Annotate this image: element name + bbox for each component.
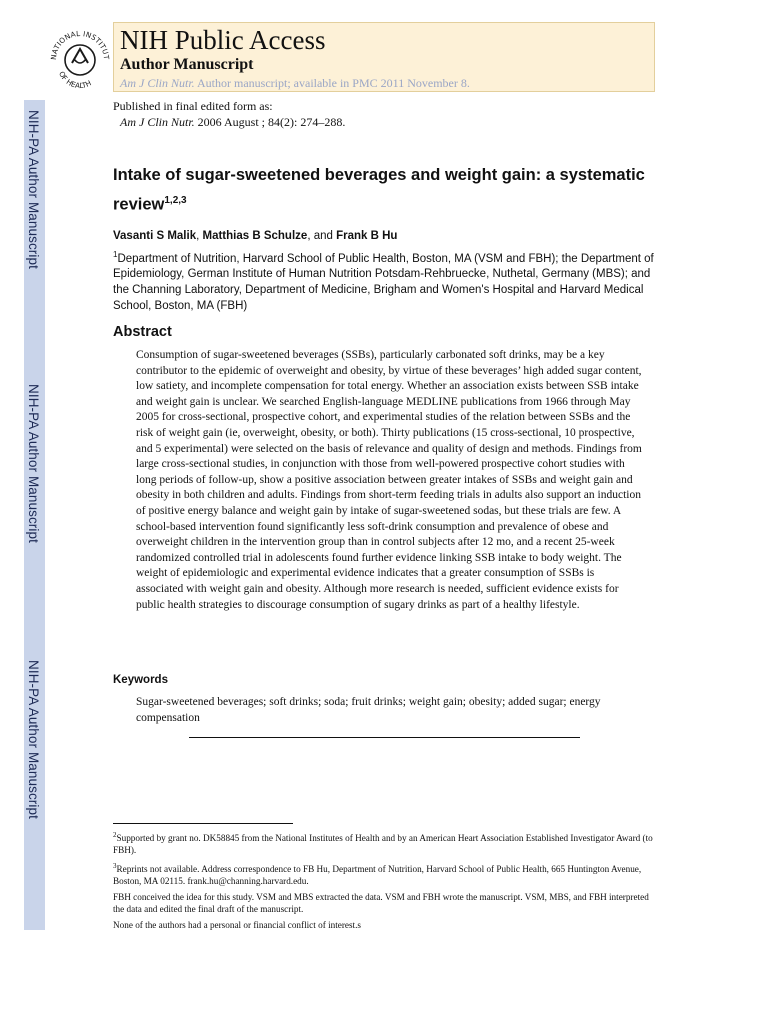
publication-info — [113, 98, 345, 130]
keywords-heading: Keywords — [113, 674, 168, 686]
footnotes — [113, 829, 661, 935]
paper-title: Intake of sugar-sweetened beverages and weight gain: a systematic review$^{1,2,3}$ — [113, 166, 645, 214]
header-box — [113, 22, 655, 92]
header-subtitle: Author Manuscript — [120, 56, 254, 73]
publication-label: Published in final edited form as: — [113, 99, 273, 113]
author-3: Frank B Hu — [336, 230, 398, 242]
svg-text:NATIONAL INSTITUTES: NATIONAL INSTITUT — [48, 28, 112, 61]
affiliation: $^1$Department of Nutrition, Harvard School of Public Health, Boston, MA (VSM and FBH); the Department of Epidemiology, German Institute of Human Nutrition Potsdam-Rehbruecke, Nuthetal, Germany (MBS); and the Channing Laboratory, Department of Medicine, Brigham and Women's Hospital and Harvard Medical School, Boston, MA (FBH) — [113, 250, 654, 312]
header-title: NIH Public Access — [120, 25, 326, 55]
svg-text:OF HEALTH: OF HEALTH — [57, 69, 93, 91]
publication-citation: Am J Clin Nutr. 2006 August ; 84(2): 274–288. — [120, 115, 346, 129]
footnote: None of the authors had a personal or financial conflict of interest.s — [113, 920, 361, 931]
nih-logo-icon — [46, 20, 114, 92]
section-divider — [189, 737, 580, 738]
author-2: Matthias B Schulze — [202, 230, 308, 242]
footnote: FBH conceived the idea for this study. VSM and MBS extracted the data. VSM and FBH wrote the manuscript. VSM, MBS, and FBH interpreted the data and edited the final draft of the manuscript. — [113, 892, 649, 915]
author-1: Vasanti S Malik — [113, 230, 197, 242]
keywords-text: Sugar-sweetened beverages; soft drinks; soda; fruit drinks; weight gain; obesity; added sugar; energy compensation — [136, 696, 601, 724]
footnote: $^2$Supported by grant no. DK58845 from the National Institutes of Health and by an American Heart Association Established Investigator Award (to FBH). — [113, 831, 653, 856]
footnote-divider — [113, 823, 293, 824]
header-journal-line: Am J Clin Nutr. Author manuscript; available in PMC 2011 November 8. — [120, 76, 470, 90]
abstract-heading: Abstract — [113, 324, 172, 340]
abstract-text: Consumption of sugar-sweetened beverages (SSBs), particularly carbonated soft drinks, may be a key contributor to the epidemic of overweight and obesity, by virtue of these beverages’ high added sugar content, low satiety, and incomplete compensation for total energy. Whether an association exists between SSB intake and weight gain is unclear. We searched English-language MEDLINE publications from 1966 through May 2005 for cross-sectional, prospective cohort, and experimental studies of the relation between SSBs and the risk of weight gain (ie, overweight, obesity, or both). Thirty publications (15 cross-sectional, 10 prospective, and 5 experimental) were selected on the basis of relevance and quality of design and methods. Findings from large cross-sectional studies, in conjunction with those from well-powered prospective cohort studies with long periods of follow-up, show a positive association between greater intakes of SSBs and weight gain and obesity in both children and adults. Findings from short-term feeding trials in adults also support an induction of positive energy balance and weight gain by intake of sugar-sweetened sodas, but these trials are few. A school-based intervention found significantly less soft-drink consumption and prevalence of obese and overweight children in the intervention group than in control subjects after 12 mo, and a recent 25-week randomized controlled trial in adolescents found further evidence linking SSB intake to body weight. The weight of epidemiologic and experimental evidence indicates that a greater consumption of SSBs is associated with weight gain and obesity. Although more research is needed, sufficient evidence exists for public health strategies to discourage consumption of sugary drinks as part of a healthy lifestyle. — [136, 349, 642, 611]
author-list: Vasanti S Malik, Matthias B Schulze, and Frank B Hu — [113, 230, 398, 242]
footnote: $^3$Reprints not available. Address correspondence to FB Hu, Department of Nutrition, Harvard School of Public Health, 665 Huntington Avenue, Boston, MA 02115. frank.hu@channing.harvard.edu. — [113, 862, 642, 887]
